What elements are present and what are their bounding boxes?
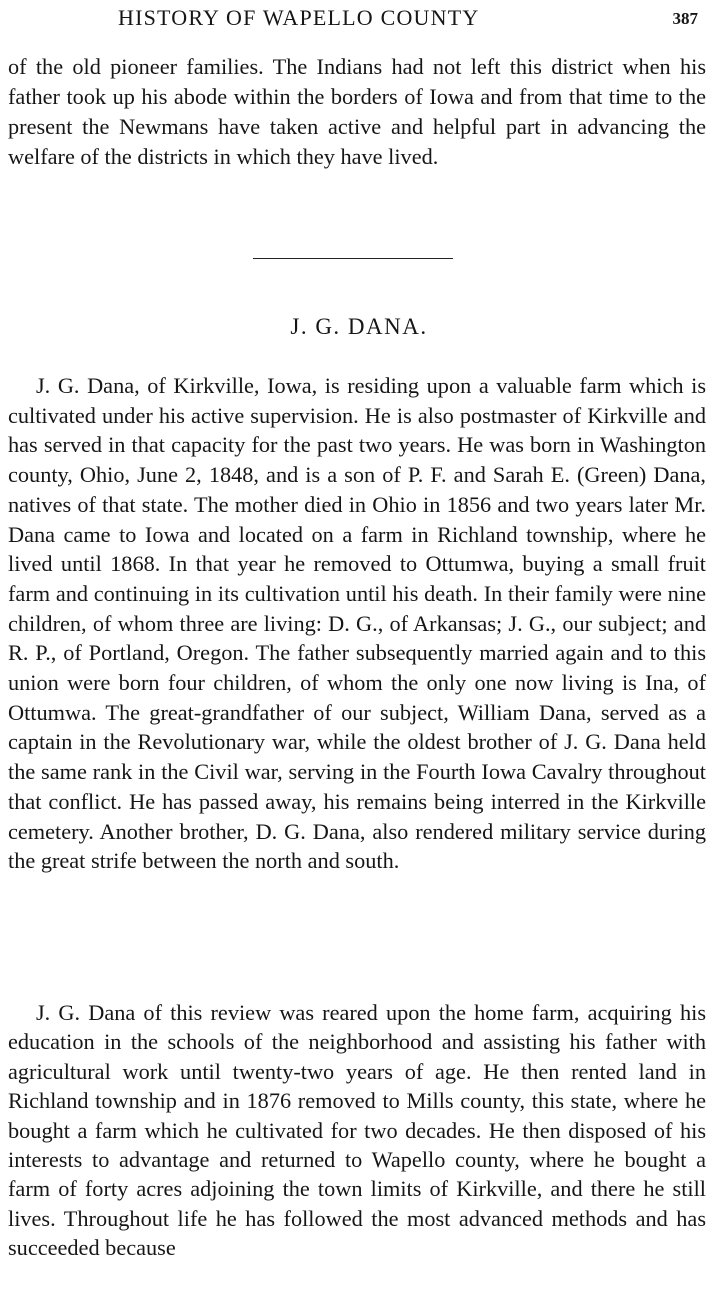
page-number: 387 (672, 9, 698, 28)
biography-paragraph-2: J. G. Dana of this review was reared upon the home farm, acquiring his education in the schools of the neighborhood and assisting his father with agricultural work until twenty-two years of age. He then rented land in Richland township and in 1876 removed to Mills county, this state, where he bought a farm which he cultivated for two decades. He then disposed of his interests to advantage and returned to Wapello county, where he bought a farm of forty acres adjoining the town limits of Kirkville, and there he still lives. Throughout life he has followed the most advanced methods and has succeeded because (8, 1000, 706, 1261)
running-head: HISTORY OF WAPELLO COUNTY (118, 5, 480, 30)
section-title: J. G. DANA. (290, 314, 428, 339)
section-divider (253, 258, 453, 259)
biography-paragraph-1: J. G. Dana, of Kirkville, Iowa, is residing upon a valuable farm which is cultivated under his active supervision. He is also postmaster of Kirkville and has served in that capacity for the past two years. He was born in Washington county, Ohio, June 2, 1848, and is a son of P. F. and Sarah E. (Green) Dana, natives of that state. The mother died in Ohio in 1856 and two years later Mr. Dana came to Iowa and located on a farm in Richland township, where he lived until 1868. In that year he removed to Ottumwa, buying a small fruit farm and continuing in its cultivation until his death. In their family were nine children, of whom three are living: D. G., of Arkansas; J. G., our subject; and R. P., of Portland, Oregon. The father subsequently married again and to this union were born four children, of whom the only one now living is Ina, of Ottumwa. The great-grandfather of our subject, William Dana, served as a captain in the Revolutionary war, while the oldest brother of J. G. Dana held the same rank in the Civil war, serving in the Fourth Iowa Cavalry throughout that conflict. He has passed away, his remains being interred in the Kirkville cemetery. Another brother, D. G. Dana, also rendered military service during the great strife between the north and south. (8, 373, 706, 874)
continuation-paragraph: of the old pioneer families. The Indians had not left this district when his father took up his abode within the borders of Iowa and from that time to the present the Newmans have taken active and helpful part in advancing the welfare of the districts in which they have lived. (8, 54, 706, 170)
